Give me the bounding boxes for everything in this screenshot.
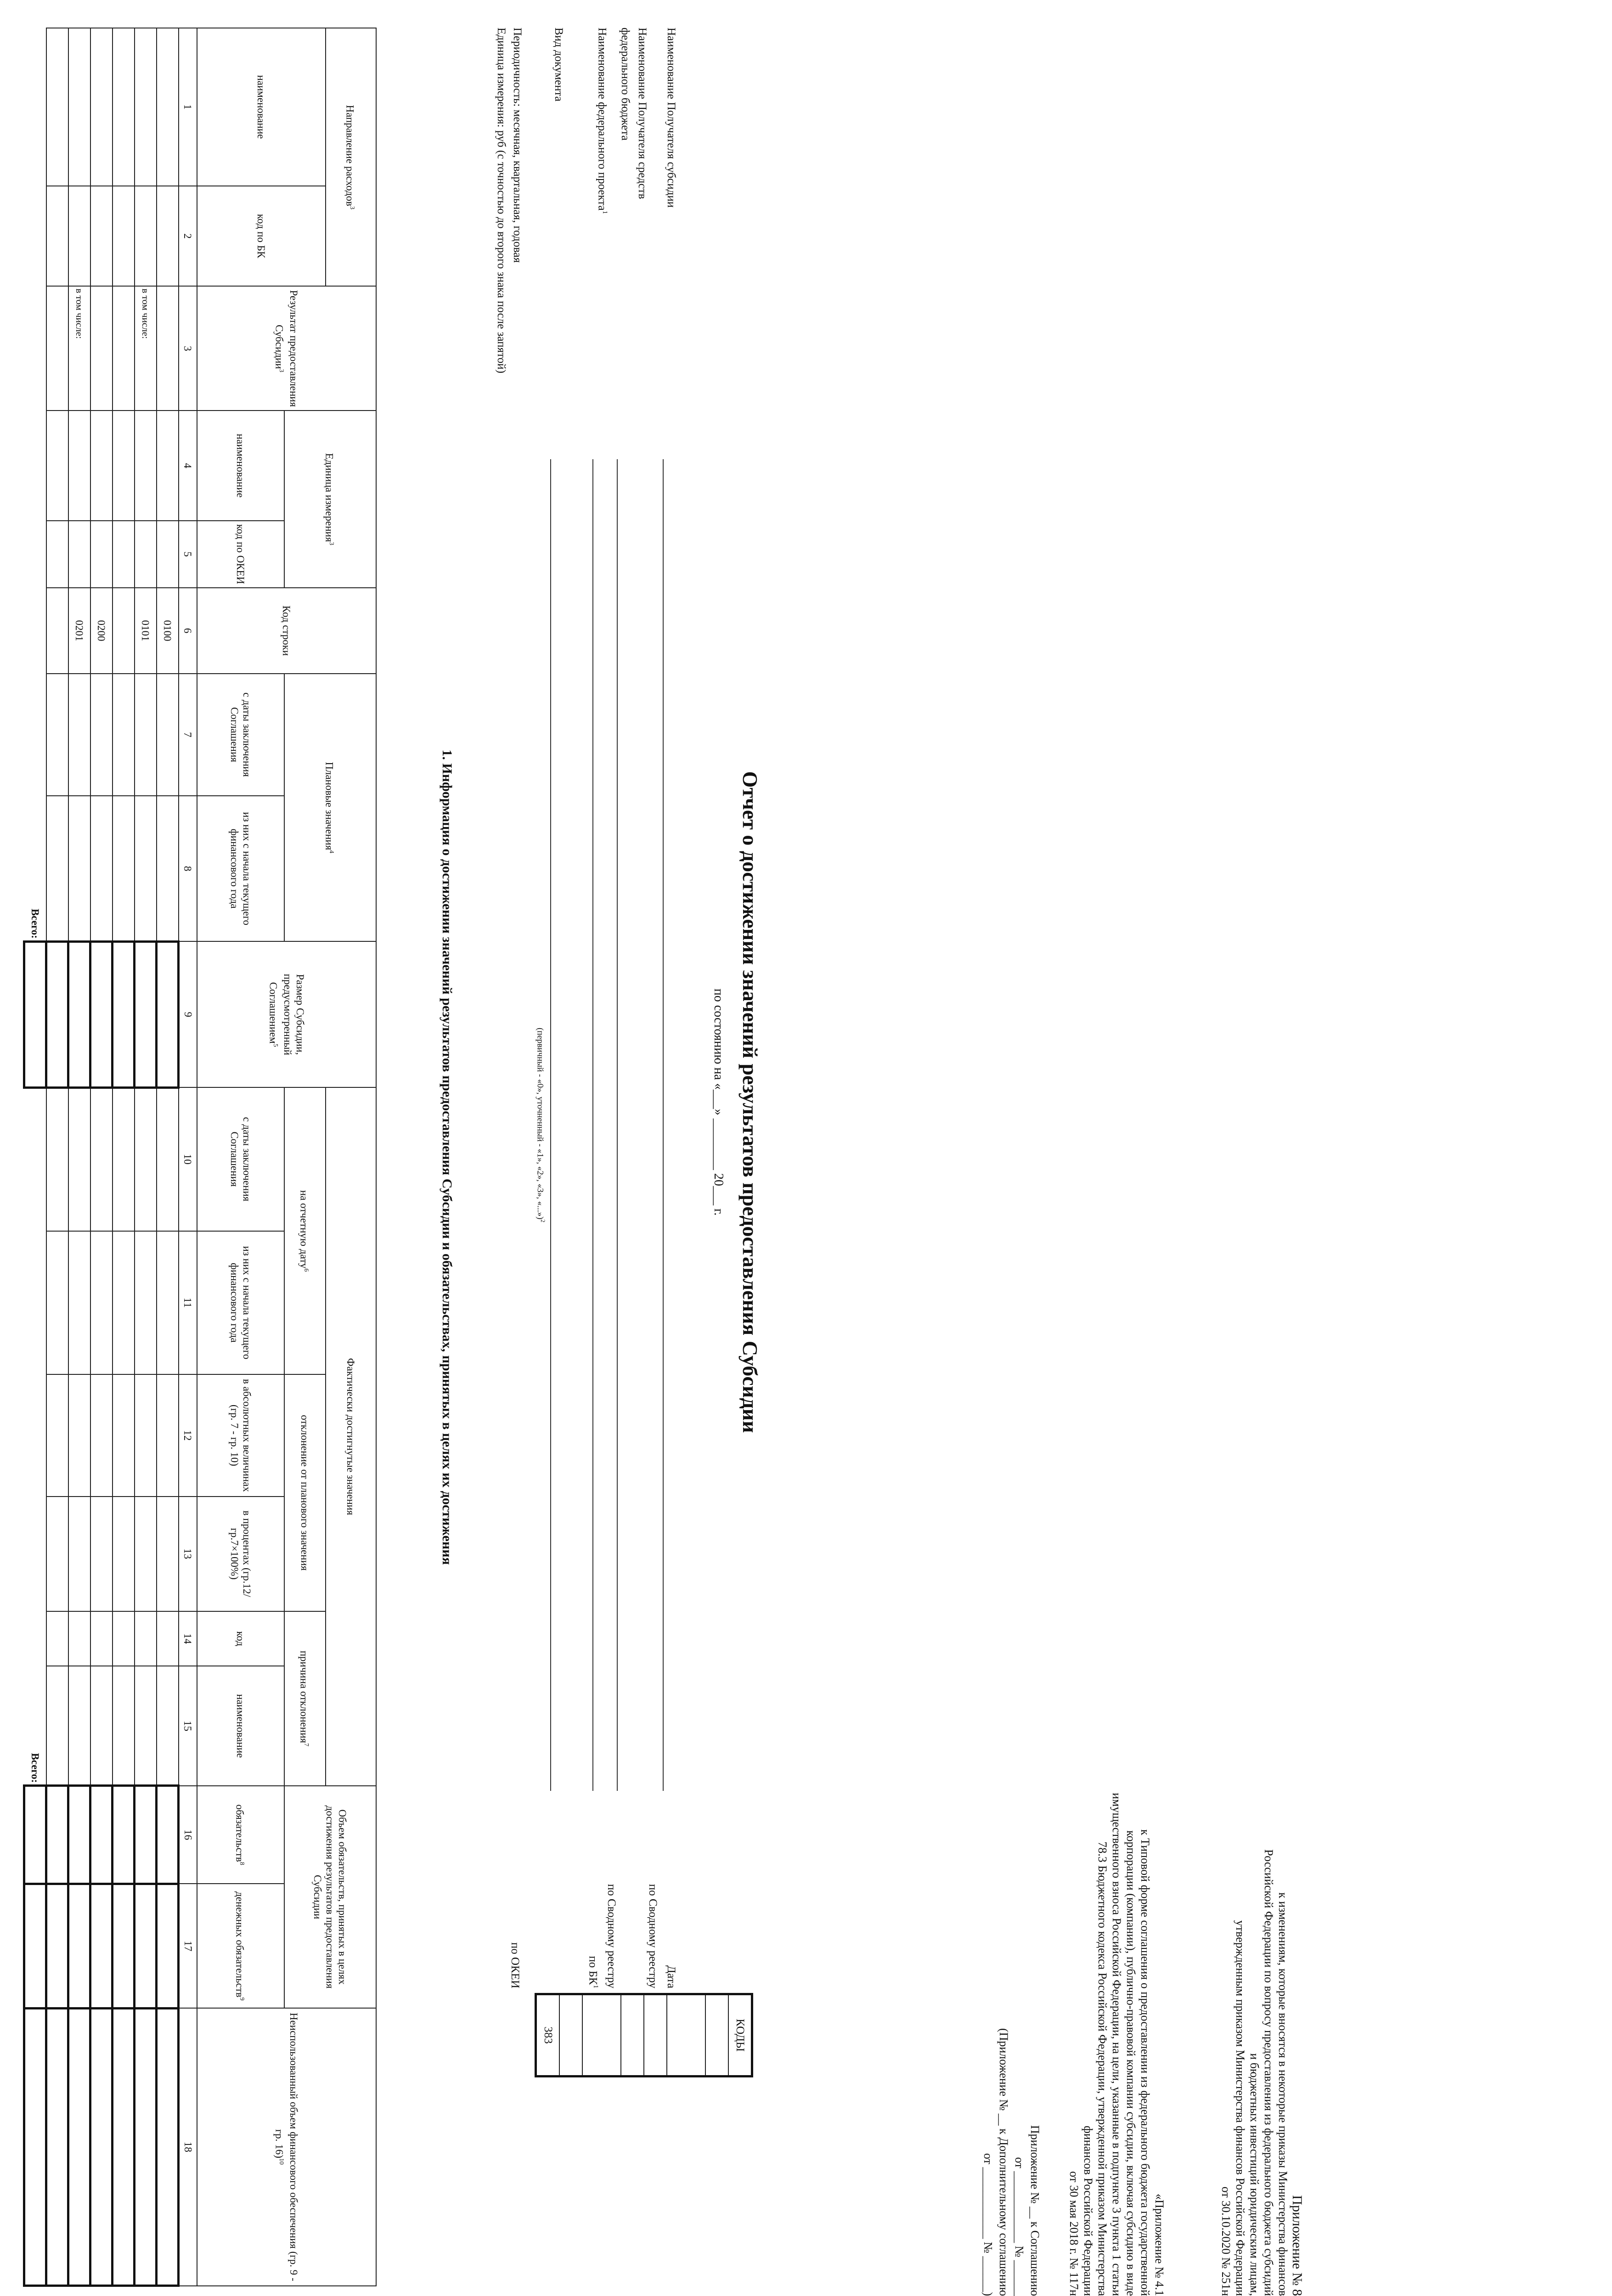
cell[interactable] — [135, 2008, 157, 2285]
cell[interactable] — [68, 1497, 90, 1611]
cell[interactable] — [90, 28, 113, 186]
table-row — [90, 28, 113, 2286]
appendix-line: к изменениям, которые вносятся в некоторые приказы Министерства финансов — [1276, 1892, 1290, 2296]
cell[interactable] — [135, 1497, 157, 1611]
cell[interactable] — [90, 411, 113, 521]
cell[interactable] — [135, 1786, 157, 1884]
cell[interactable] — [68, 521, 90, 588]
label-doc-type: Вид документа — [552, 28, 565, 101]
appendix-header — [1219, 1378, 1304, 2296]
header-subsidy-size — [197, 941, 376, 1087]
cell[interactable] — [157, 1884, 179, 2008]
appendix-line: корпорации (компании), публично-правовой компании субсидии, включая субсидию в виде — [1124, 1830, 1138, 2296]
cell[interactable] — [90, 1374, 113, 1497]
header-obligations: Объем обязательств, принятых в целях достижения результатов предоставления Субсидии — [284, 1786, 376, 2008]
header-oblig — [197, 1786, 284, 1884]
col-number: 10 — [179, 1087, 197, 1231]
cell[interactable] — [90, 1666, 113, 1785]
total-cell[interactable] — [24, 2008, 46, 2285]
results-table — [23, 28, 377, 2287]
column-number-row — [179, 28, 197, 2286]
header-on-date — [284, 1087, 326, 1374]
appendix-line: от 30 мая 2018 г. № 117н — [1067, 2171, 1081, 2296]
header-dev-pct: в процентах (гр.12/ гр.7×100%) — [197, 1497, 284, 1611]
page-title: Отчет о достижении значений результатов предоставления Субсидии — [738, 771, 762, 1433]
cell[interactable] — [68, 28, 90, 186]
appendix-line: 78.3 Бюджетного кодекса Российской Федерации, утвержденной приказом Министерства — [1096, 1841, 1109, 2296]
header-fact-year: из них с начала текущего финансового года — [197, 1231, 284, 1374]
header-oblig-text: обязательств — [234, 1804, 246, 1862]
cell[interactable] — [157, 2008, 179, 2285]
cell[interactable] — [68, 1087, 90, 1231]
cell[interactable] — [113, 1497, 135, 1611]
code-date-cell[interactable] — [705, 1994, 728, 2077]
appendix-line: от ____________ № ______ — [1013, 2157, 1026, 2296]
cell[interactable] — [46, 1497, 68, 1611]
cell[interactable] — [113, 1884, 135, 2008]
cell[interactable] — [90, 1087, 113, 1231]
cell[interactable] — [157, 1497, 179, 1611]
table-row — [68, 28, 90, 2286]
appendix-line: Приложение № 8 — [1290, 2195, 1305, 2296]
cell[interactable] — [68, 1666, 90, 1785]
cell[interactable] — [157, 1087, 179, 1231]
table-row — [113, 28, 135, 2286]
result-cell[interactable] — [113, 286, 135, 411]
footnote-mark: 1 — [592, 1985, 599, 1988]
cell[interactable] — [113, 2008, 135, 2285]
cell[interactable] — [135, 674, 157, 796]
label-federal-project — [596, 28, 609, 214]
header-reason-text: причина отклонения — [298, 1650, 310, 1743]
header-result — [197, 286, 376, 411]
header-plan-text: Плановые значения — [323, 762, 335, 850]
appendix-agreement — [980, 1837, 1043, 2296]
cell[interactable] — [113, 674, 135, 796]
cell[interactable] — [46, 674, 68, 796]
cell[interactable] — [157, 941, 179, 1087]
total-row — [24, 28, 46, 2286]
cell[interactable] — [46, 941, 68, 1087]
cell[interactable] — [46, 28, 68, 186]
footnote-mark: 3 — [278, 369, 285, 372]
col-number: 12 — [179, 1374, 197, 1497]
as-of-date: по состоянию на «___» ________ 20___ г. — [711, 988, 726, 1216]
cell[interactable] — [90, 941, 113, 1087]
cell[interactable] — [113, 186, 135, 287]
cell[interactable] — [90, 674, 113, 796]
col-number: 8 — [179, 796, 197, 942]
header-deviation: отклонение от планового значения — [284, 1374, 326, 1611]
col-number: 18 — [179, 2008, 197, 2285]
cell[interactable] — [68, 2008, 90, 2285]
header-direction — [326, 28, 376, 286]
label-budget-recipient-1: Наименование Получателя средств — [636, 28, 648, 199]
col-number: 6 — [179, 588, 197, 674]
label-federal-project-text: Наименование федерального проекта — [596, 28, 609, 211]
appendix-line: (Приложение № __ к Дополнительному соглашению — [997, 2028, 1010, 2296]
cell[interactable] — [135, 186, 157, 287]
cell[interactable] — [157, 796, 179, 942]
cell[interactable] — [113, 521, 135, 588]
cell[interactable] — [46, 1666, 68, 1785]
cell[interactable] — [135, 411, 157, 521]
cell[interactable] — [157, 1666, 179, 1785]
cell[interactable] — [46, 796, 68, 942]
footnote-mark: 2 — [540, 1219, 547, 1222]
appendix-line: «Приложение № 4.1 — [1153, 2194, 1166, 2296]
codes-table — [535, 1993, 753, 2077]
header-unit-text: Единица измерения — [323, 453, 335, 542]
cell[interactable] — [113, 941, 135, 1087]
cell[interactable] — [46, 2008, 68, 2285]
col-number: 7 — [179, 674, 197, 796]
cell[interactable] — [157, 186, 179, 287]
col-number: 17 — [179, 1884, 197, 2008]
footnote-mark: 3 — [327, 542, 335, 546]
cell[interactable] — [46, 1374, 68, 1497]
cell[interactable] — [90, 1231, 113, 1374]
cell[interactable] — [90, 1611, 113, 1666]
header-reason — [284, 1611, 326, 1786]
cell[interactable] — [157, 1611, 179, 1666]
header-unit — [284, 411, 376, 587]
codes-header: КОДЫ — [728, 1994, 752, 2077]
cell[interactable] — [68, 1231, 90, 1374]
header-direction-text: Направление расходов — [344, 105, 356, 206]
cell[interactable] — [113, 1374, 135, 1497]
header-plan-from: с даты заключения Соглашения — [197, 674, 284, 796]
result-cell[interactable] — [46, 286, 68, 411]
line-code-cell: 0100 — [157, 588, 179, 674]
doc-type-caption — [535, 459, 547, 1791]
code-period-cell[interactable] — [559, 1994, 582, 2077]
cell[interactable] — [135, 1611, 157, 1666]
cell[interactable] — [113, 1231, 135, 1374]
header-direction-name: наименование — [197, 28, 326, 186]
table-row — [46, 28, 68, 2286]
line-code-cell: 0200 — [90, 588, 113, 674]
label-okei: по ОКЕИ — [509, 1942, 521, 1988]
cell[interactable] — [157, 411, 179, 521]
col-number: 16 — [179, 1786, 197, 1884]
header-line-code: Код строки — [197, 588, 376, 674]
cell[interactable] — [157, 674, 179, 796]
appendix-line: имущественного взноса Российской Федерации, на цели, указанные в подпункте 3 пункта 1 статьи — [1110, 1793, 1123, 2296]
code-svodny-cell-2[interactable] — [644, 1994, 667, 2077]
recipient-line[interactable] — [663, 459, 664, 1791]
section-title: 1. Информация о достижении значений результатов предоставления Субсидии и обязательствах, принятых в целях их достижения — [440, 749, 455, 1565]
cell[interactable] — [135, 1374, 157, 1497]
header-dev-abs: в абсолютных величинах (гр. 7 - гр. 10) — [197, 1374, 284, 1497]
cell[interactable] — [90, 1497, 113, 1611]
header-reason-name: наименование — [197, 1666, 284, 1785]
cell[interactable] — [68, 186, 90, 287]
cell[interactable] — [135, 1884, 157, 2008]
cell[interactable] — [157, 521, 179, 588]
cell[interactable] — [113, 1611, 135, 1666]
cell[interactable] — [157, 1786, 179, 1884]
doc-type-caption-text: (первичный - «0», уточненный - «1», «2», «3», «...») — [535, 1028, 545, 1220]
header-unit-name: наименование — [197, 411, 284, 521]
cell[interactable] — [46, 1884, 68, 2008]
label-svodny-1: по Сводному реестру — [647, 1884, 659, 1988]
line-code-cell: 0101 — [135, 588, 157, 674]
code-bk-cell[interactable] — [621, 1994, 644, 2077]
cell[interactable] — [135, 1231, 157, 1374]
label-date: Дата — [665, 1965, 677, 1988]
line-code-cell: 0201 — [68, 588, 90, 674]
header-unit-okei: код по ОКЕИ — [197, 521, 284, 588]
budget-recipient-line[interactable] — [617, 459, 618, 1791]
header-fact-from: с даты заключения Соглашения — [197, 1087, 284, 1231]
col-number: 13 — [179, 1497, 197, 1611]
cell[interactable] — [113, 1666, 135, 1785]
result-cell[interactable]: в том числе: — [68, 286, 90, 411]
cell[interactable] — [157, 1231, 179, 1374]
cell[interactable] — [90, 1786, 113, 1884]
code-okei-cell: 383 — [536, 1994, 560, 2077]
header-plan — [284, 674, 376, 941]
cell[interactable] — [113, 1786, 135, 1884]
footnote-mark: 3 — [348, 206, 355, 209]
header-direction-code: код по БК — [197, 186, 326, 287]
col-number: 5 — [179, 521, 197, 588]
cell[interactable] — [135, 28, 157, 186]
cell[interactable] — [90, 1884, 113, 2008]
cell[interactable] — [135, 941, 157, 1087]
appendix-line: Приложение № __ к Соглашению — [1028, 2125, 1042, 2296]
col-number: 15 — [179, 1666, 197, 1785]
cell[interactable] — [68, 796, 90, 942]
cell[interactable] — [90, 521, 113, 588]
appendix-line: от 30.10.2020 № 251н — [1219, 2186, 1233, 2296]
cell[interactable] — [68, 1611, 90, 1666]
footnote-mark: 7 — [302, 1743, 310, 1746]
cell[interactable] — [68, 1786, 90, 1884]
cell[interactable] — [46, 186, 68, 287]
col-number: 11 — [179, 1231, 197, 1374]
footnote-mark: 5 — [271, 1043, 279, 1047]
total-cell[interactable] — [24, 1786, 46, 1884]
header-plan-year: из них с начала текущего финансового года — [197, 796, 284, 942]
label-unit: Единица измерения: руб (с точностью до второго знака после запятой) — [495, 28, 507, 373]
cell[interactable] — [90, 2008, 113, 2285]
appendix-form-reference — [1067, 1378, 1167, 2296]
federal-project-line[interactable] — [592, 459, 593, 1791]
result-cell[interactable]: в том числе: — [135, 286, 157, 411]
cell[interactable] — [135, 1087, 157, 1231]
label-periodicity: Периодичность: месячная, квартальная, годовая — [511, 28, 524, 263]
cell[interactable] — [46, 1231, 68, 1374]
cell[interactable] — [157, 1374, 179, 1497]
cell[interactable] — [113, 796, 135, 942]
cell[interactable] — [68, 1884, 90, 2008]
cell[interactable] — [113, 411, 135, 521]
code-doctype-cell[interactable] — [582, 1994, 621, 2077]
footnote-mark: 4 — [327, 850, 335, 854]
label-bk-text: по БК — [586, 1956, 599, 1985]
appendix-line: утвержденным приказом Министерства финансов Российской Федерации — [1234, 1920, 1247, 2296]
cell[interactable] — [90, 796, 113, 942]
header-unused — [197, 2008, 376, 2285]
footnote-mark: 6 — [302, 1268, 310, 1272]
footnote-mark: 10 — [278, 2158, 285, 2165]
col-number: 9 — [179, 941, 197, 1087]
cell[interactable] — [46, 1611, 68, 1666]
header-money-text: денежных обязательств — [234, 1891, 246, 1998]
label-svodny-2: по Сводному реестру — [605, 1884, 618, 1988]
cell[interactable] — [68, 411, 90, 521]
cell[interactable] — [135, 796, 157, 942]
col-number: 14 — [179, 1611, 197, 1666]
appendix-line: и бюджетных инвестиций юридическим лицам, — [1248, 2053, 1261, 2296]
col-number: 4 — [179, 411, 197, 521]
result-cell[interactable] — [90, 286, 113, 411]
result-cell[interactable] — [157, 286, 179, 411]
footnote-mark: 1 — [601, 210, 609, 214]
line-code-cell — [46, 588, 68, 674]
doc-type-line[interactable] — [550, 459, 551, 1791]
col-number: 3 — [179, 286, 197, 411]
total-cell[interactable] — [24, 1884, 46, 2008]
footnote-mark: 9 — [238, 1997, 245, 2001]
col-number: 2 — [179, 186, 197, 287]
cell[interactable] — [46, 1786, 68, 1884]
cell[interactable] — [46, 1087, 68, 1231]
cell[interactable] — [46, 411, 68, 521]
cell[interactable] — [68, 674, 90, 796]
header-subsidy-size-text: Размер Субсидии, предусмотренный Соглашением — [267, 974, 306, 1055]
cell[interactable] — [46, 521, 68, 588]
total-label: Всего: — [29, 908, 41, 939]
table-row — [157, 28, 179, 2286]
cell[interactable] — [135, 521, 157, 588]
header-unused-text: Неиспользованный объем финансового обеспечения (гр. 9 - гр. 16) — [273, 2012, 300, 2281]
appendix-line: к Типовой форме соглашения о предоставлении из федерального бюджета государственной — [1139, 1829, 1152, 2296]
header-fact: Фактически достигнутые значения — [326, 1087, 376, 1786]
total-label: Всего: — [29, 1753, 41, 1783]
table-row — [135, 28, 157, 2286]
footnote-mark: 8 — [238, 1862, 245, 1865]
label-bk — [586, 1837, 599, 1988]
code-svodny-cell[interactable] — [667, 1994, 705, 2077]
header-reason-code: код — [197, 1611, 284, 1666]
cell[interactable] — [68, 1374, 90, 1497]
cell[interactable] — [135, 1666, 157, 1785]
col-number: 1 — [179, 28, 197, 186]
cell[interactable] — [113, 28, 135, 186]
label-recipient: Наименование Получателя субсидии — [665, 28, 677, 208]
label-budget-recipient-2: федерального бюджета — [619, 28, 631, 141]
appendix-line: финансов Российской Федерации — [1082, 2126, 1095, 2296]
cell[interactable] — [157, 28, 179, 186]
cell[interactable] — [68, 941, 90, 1087]
header-result-text: Результат предоставления Субсидии — [273, 290, 300, 407]
header-money — [197, 1884, 284, 2008]
appendix-line: от ____________ № ______) — [981, 2153, 995, 2296]
cell[interactable] — [113, 1087, 135, 1231]
appendix-line: Российской Федерации по вопросу предоставления из федерального бюджета субсидий — [1262, 1849, 1275, 2296]
total-cell[interactable] — [24, 941, 46, 1087]
header-on-date-text: на отчетную дату — [298, 1190, 310, 1269]
cell[interactable] — [90, 186, 113, 287]
line-code-cell — [113, 588, 135, 674]
